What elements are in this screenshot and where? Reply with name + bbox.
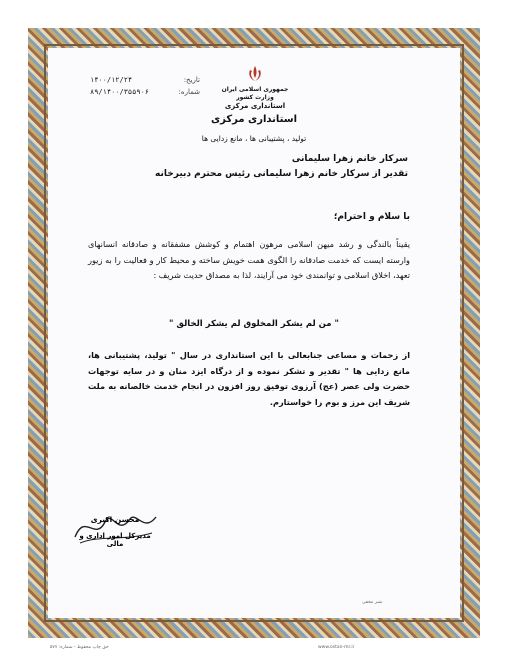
iran-emblem-icon [245,64,265,84]
governorate-label: استانداری مرکزی [224,102,286,110]
date-row [90,74,200,86]
signatory-title: مدیرکل امور اداری و مالی [79,532,151,548]
letterhead [200,64,310,111]
year-slogan: تولید ، پشتیبانی ها ، مانع زدایی ها [201,134,307,143]
signatory-name: محسن اکبری [90,515,140,524]
date-label: تاریخ: [183,76,200,84]
footer-site: www.ostan-mr.ir [318,645,355,650]
letter-meta [90,74,200,98]
body-paragraph-1: یقیناً بالندگی و رشد میهن اسلامی مرهون اهتمام و کوشش مشفقانه و صادقانه انسانهای وارسته ایست که خدمت صادقانه را الگوی همت خویش ساخته و محیط کار و فعالیت را به زیور تعهد، اخلاق اسلامی و توانمندی خود می آرایند، لذا به مصداق حدیث شریف : [88,239,410,280]
hadith-quote: " من لم یشکر المخلوق لم یشکر الخالق " [169,319,339,329]
number-label: شماره: [178,88,200,96]
number-value: ۸۹/۱۴۰۰/۳۵۵۹۰۶ [90,88,150,96]
number-row [90,86,200,98]
date-value: ۱۴۰۰/۱۲/۲۴ [90,76,133,84]
signature-block [70,515,160,548]
recipient-name: سرکار خانم زهرا سلیمانی [291,154,408,164]
recipient-block [88,152,408,182]
republic-label: جمهوری اسلامی ایران [221,86,289,93]
page-title: استانداری مرکزی [210,114,298,125]
footer-form-number: حق چاپ محفوظ - شماره: ۵۷۷ [50,645,109,650]
footer-code: نشر مخفی [362,600,383,605]
greeting: با سلام و احترام؛ [333,212,410,222]
body-paragraph-2: از زحمات و مساعی جنابعالی با این استانداری در سال " تولید، پشتیبانی ها، مانع زدایی ها " تقدیر و تشکر نموده و از درگاه ایزد منان و در سایه توجهات حضرت ولی عصر (عج) آرزوی توفیق روز افزون در انجام خدمت خالصانه به ملت شریف این مرز و بوم را خواستارم. [88,350,410,407]
subject-line: تقدیر از سرکار خانم زهرا سلیمانی رئیس محترم دبیرخانه [155,169,408,179]
ministry-label: وزارت کشور [236,94,274,101]
